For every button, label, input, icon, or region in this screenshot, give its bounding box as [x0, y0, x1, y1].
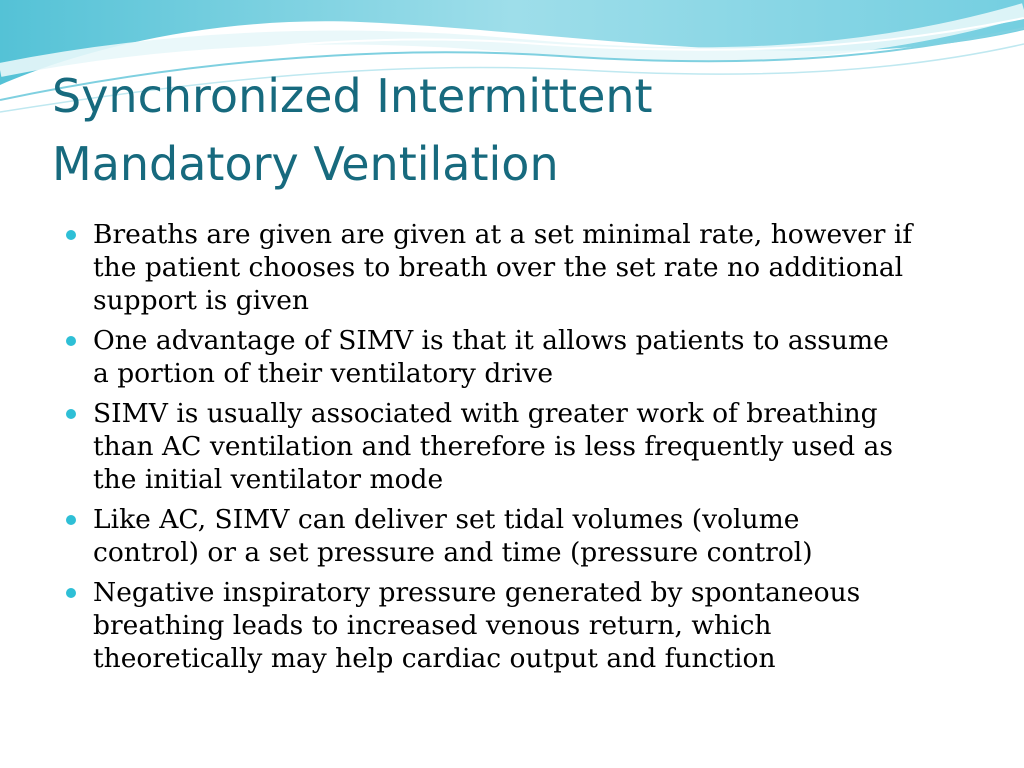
bullet-text-line: the initial ventilator mode	[93, 464, 444, 495]
bullet-text-line: One advantage of SIMV is that it allows patients to assume	[93, 325, 889, 356]
bullet-item	[62, 576, 992, 675]
bullet-dot-icon	[66, 588, 76, 598]
bullet-text-line: SIMV is usually associated with greater work of breathing	[93, 398, 878, 429]
bullet-text-line: a portion of their ventilatory drive	[93, 358, 554, 389]
bullet-item	[62, 218, 992, 317]
bullet-list	[62, 218, 992, 682]
bullet-text-line: than AC ventilation and therefore is less frequently used as	[93, 431, 893, 462]
bullet-item	[62, 397, 992, 496]
bullet-text-line: Like AC, SIMV can deliver set tidal volumes (volume	[93, 504, 800, 535]
bullet-text-line: theoretically may help cardiac output and function	[93, 643, 776, 674]
slide-title-line: Mandatory Ventilation	[52, 137, 559, 191]
bullet-item	[62, 503, 992, 569]
bullet-text-line: Breaths are given are given at a set minimal rate, however if	[93, 219, 913, 250]
bullet-text-line: support is given	[93, 285, 309, 316]
bullet-text-line: control) or a set pressure and time (pressure control)	[93, 537, 813, 568]
bullet-text-line: the patient chooses to breath over the set rate no additional	[93, 252, 904, 283]
bullet-text-line: Negative inspiratory pressure generated by spontaneous	[93, 577, 861, 608]
bullet-text-line: breathing leads to increased venous return, which	[93, 610, 772, 641]
bullet-dot-icon	[66, 409, 76, 419]
bullet-dot-icon	[66, 515, 76, 525]
bullet-item	[62, 324, 992, 390]
bullet-dot-icon	[66, 336, 76, 346]
slide-title	[52, 62, 952, 198]
slide-title-line: Synchronized Intermittent	[52, 69, 653, 123]
bullet-dot-icon	[66, 230, 76, 240]
